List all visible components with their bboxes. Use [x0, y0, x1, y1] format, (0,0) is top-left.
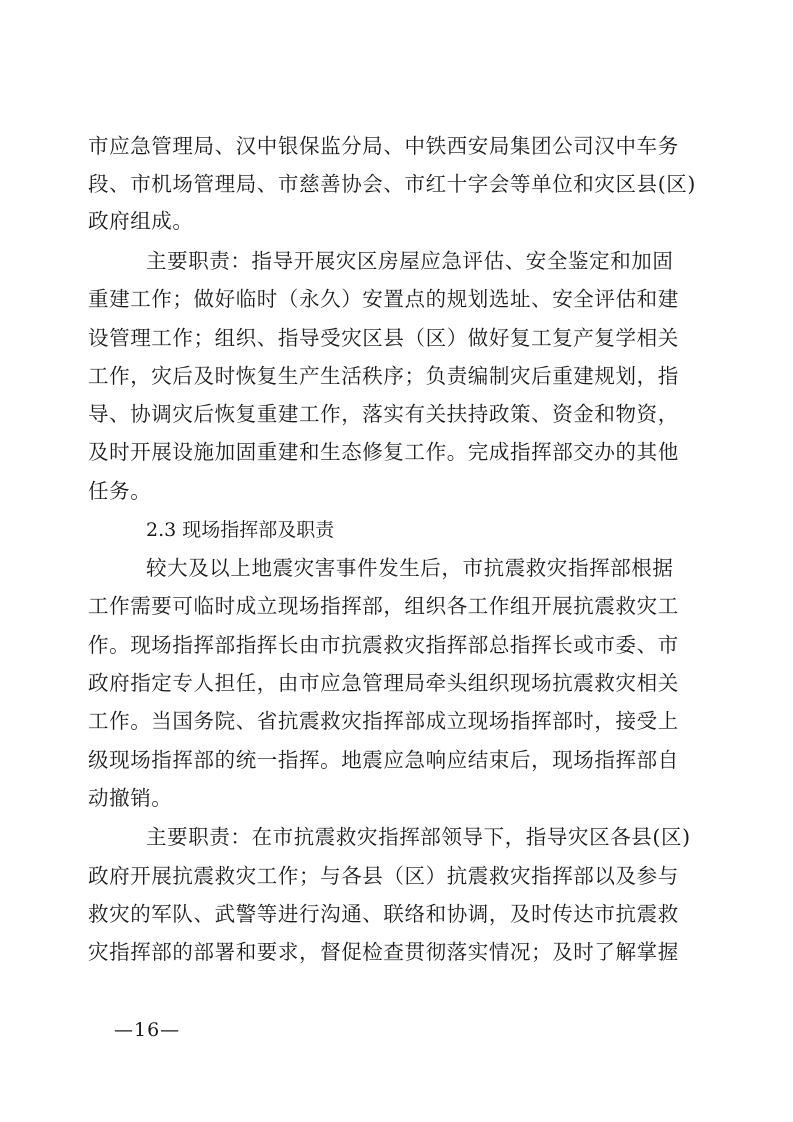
page-number: —16— [114, 1019, 181, 1041]
paragraph-1-line-1: 市应急管理局、汉中银保监分局、中铁西安局集团公司汉中车务 [88, 134, 679, 158]
paragraph-4-line-1: 主要职责：在市抗震救灾指挥部领导下，指导灾区各县(区) [146, 825, 691, 849]
paragraph-4-line-3: 救灾的军队、武警等进行沟通、联络和协调，及时传达市抗震救 [88, 902, 679, 926]
paragraph-3-line-2: 工作需要可临时成立现场指挥部，组织各工作组开展抗震救灾工 [88, 594, 679, 618]
paragraph-3-line-7: 动撤销。 [88, 786, 173, 810]
paragraph-2-line-5: 导、协调灾后恢复重建工作，落实有关扶持政策、资金和物资， [88, 402, 679, 426]
section-heading: 2.3 现场指挥部及职责 [146, 519, 335, 541]
paragraph-3-line-4: 政府指定专人担任，由市应急管理局牵头组织现场抗震救灾相关 [88, 671, 679, 695]
paragraph-3-line-1: 较大及以上地震灾害事件发生后，市抗震救灾指挥部根据 [146, 556, 674, 580]
paragraph-2-line-2: 重建工作；做好临时（永久）安置点的规划选址、安全评估和建 [88, 287, 679, 311]
paragraph-2-line-1: 主要职责：指导开展灾区房屋应急评估、安全鉴定和加固 [146, 249, 674, 273]
paragraph-3-line-3: 作。现场指挥部指挥长由市抗震救灾指挥部总指挥长或市委、市 [88, 633, 679, 657]
paragraph-4-line-2: 政府开展抗震救灾工作；与各县（区）抗震救灾指挥部以及参与 [88, 864, 679, 888]
paragraph-1-line-3: 政府组成。 [88, 209, 194, 233]
paragraph-3-line-6: 级现场指挥部的统一指挥。地震应急响应结束后，现场指挥部自 [88, 748, 679, 772]
paragraph-3-line-5: 工作。当国务院、省抗震救灾指挥部成立现场指挥部时，接受上 [88, 709, 679, 733]
paragraph-2-line-3: 设管理工作；组织、指导受灾区县（区）做好复工复产复学相关 [88, 326, 679, 350]
paragraph-2-line-4: 工作，灾后及时恢复生产生活秩序；负责编制灾后重建规划，指 [88, 364, 679, 388]
paragraph-2-line-7: 任务。 [88, 479, 152, 503]
paragraph-1-line-2: 段、市机场管理局、市慈善协会、市红十字会等单位和灾区县(区) [88, 172, 696, 196]
paragraph-4-line-4: 灾指挥部的部署和要求，督促检查贯彻落实情况；及时了解掌握 [88, 940, 679, 964]
paragraph-2-line-6: 及时开展设施加固重建和生态修复工作。完成指挥部交办的其他 [88, 440, 679, 464]
